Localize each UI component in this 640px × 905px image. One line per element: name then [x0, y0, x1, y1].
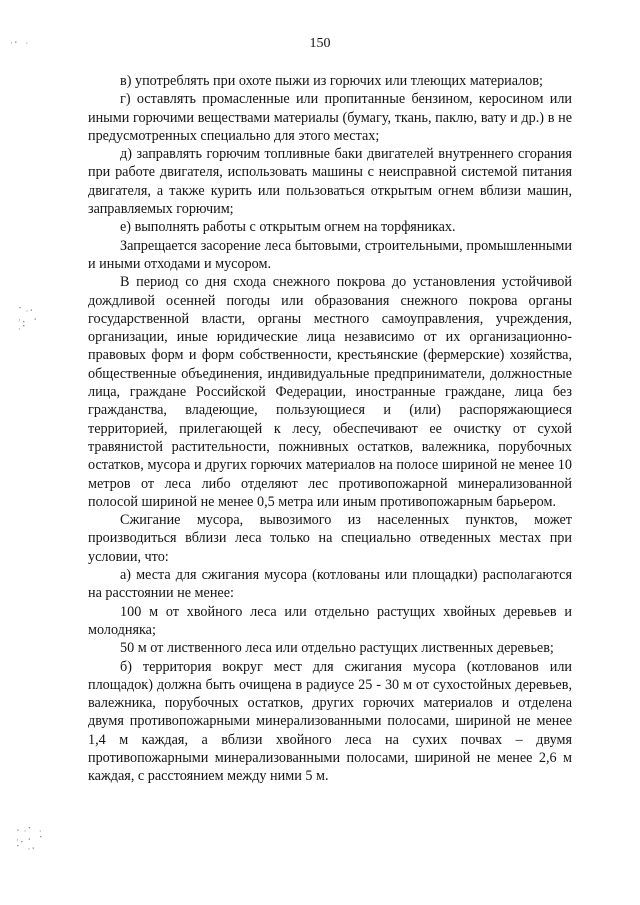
- scan-speckle-top: ·⠂ ·: [10, 39, 30, 49]
- scan-speckle-bottom: ⠂·⠁ · ·⠄⠂ ⠁ ⠁ ·⠂: [16, 827, 47, 855]
- paragraph-item-g: г) оставлять промасленные или пропитанные бензином, керосином или иными горючими веществами материалы (бумагу, ткань, паклю, вату и др.) в не предусмотренных специально для этого местах;: [88, 91, 572, 144]
- paragraph-item-b: б) территория вокруг мест для сжигания мусора (котлованов или площадок) должна быть очищена в радиусе 25 - 30 м от сухостойных деревьев, валежника, порубочных остатков, других горючих материалов и отделена двумя противопожарными минерализованными полосами, шириной не менее 1,4 м каждая, а вблизи хвойного леса на сухих почвах – двумя противопожарными минерализованными полосами, шириной не менее 2,6 м каждая, с расстоянием между ними 5 м.: [88, 658, 572, 785]
- paragraph-item-e: е) выполнять работы с открытым огнем на торфяниках.: [120, 219, 456, 236]
- paragraph-conifer-distance: 100 м от хвойного леса или отдельно растущих хвойных деревьев и молодняка;: [88, 603, 572, 638]
- paragraph-clearing-period: В период со дня схода снежного покрова до установления устойчивой дождливой осенней погоды или образования снежного покрова органы государственной власти, органы местного самоуправления, учреждения, организации, иные юридические лица независимо от их организационно-правовых форм и форм собственности, крестьянские (фермерские) хозяйства, общественные объединения, индивидуальные предприниматели, должностные лица, граждане Российской Федерации, иностранные граждане, лица без гражданства, владеющие, пользующиеся и (или) распоряжающиеся территорией, прилегающей к лесу, обеспечивают ее очистку от сухой травянистой растительности, пожнивных остатков, валежника, порубочных остатков, мусора и других горючих материалов на полосе шириной не менее 10 метров от леса либо отделяют лес противопожарной минерализованной полосой шириной не менее 0,5 метра или иным противопожарным барьером.: [88, 274, 572, 510]
- paragraph-item-a: а) места для сжигания мусора (котлованы или площадки) располагаются на расстоянии не менее:: [88, 567, 572, 602]
- paragraph-waste-ban: Запрещается засорение леса бытовыми, строительными, промышленными и иными отходами и мусором.: [88, 237, 572, 272]
- page-number: 150: [309, 36, 331, 51]
- scan-speckle-middle: ⠁·⠂ ·⠄ ⠂ ·⠁: [18, 307, 41, 335]
- paragraph-item-v: в) употреблять при охоте пыжи из горючих или тлеющих материалов;: [120, 73, 543, 89]
- paragraph-deciduous-distance: 50 м от лиственного леса или отдельно растущих лиственных деревьев;: [120, 640, 554, 657]
- document-body: [88, 72, 572, 786]
- paragraph-burning-conditions: Сжигание мусора, вывозимого из населенных пунктов, может производиться вблизи леса только на специально отведенных местах при условии, что:: [88, 512, 572, 565]
- paragraph-item-d: д) заправлять горючим топливные баки двигателей внутреннего сгорания при работе двигателя, использовать машины с неисправной системой питания двигателя, а также курить или пользоваться открытым огнем вблизи машин, заправляемых горючим;: [88, 146, 572, 218]
